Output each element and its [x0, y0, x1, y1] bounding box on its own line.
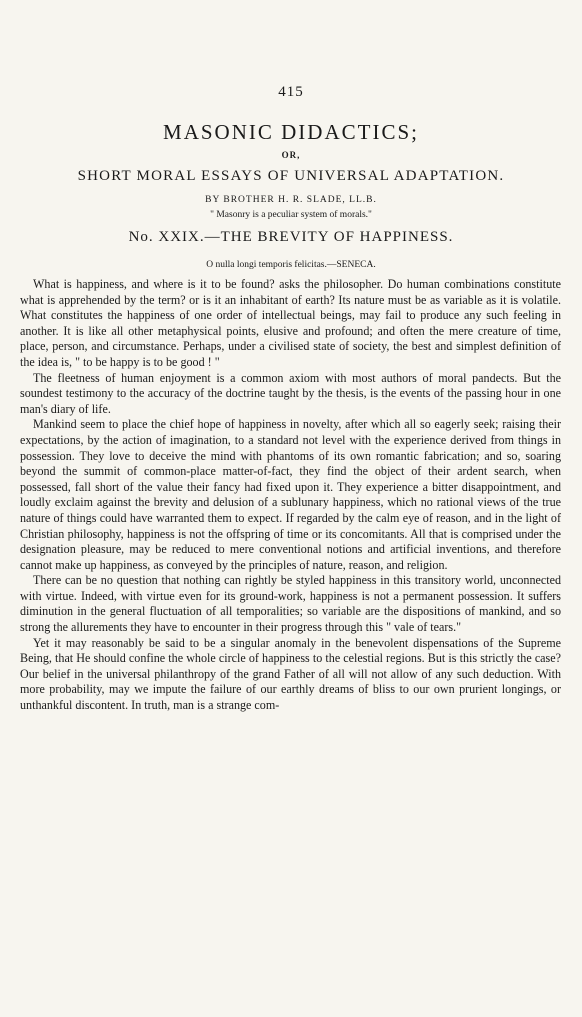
page-number: 415 — [278, 84, 304, 100]
series-motto: " Masonry is a peculiar system of morals." — [210, 210, 372, 220]
paragraph: The fleetness of human enjoyment is a common axiom with most authors of moral pandects. But the soundest testimony to the accuracy of the doctrine taught by the thesis, is the events of the passing hour in one man's diary of life. — [20, 370, 561, 416]
essay-body — [20, 277, 561, 714]
author-byline: BY BROTHER H. R. SLADE, LL.B. — [205, 195, 377, 205]
title-conjunction: OR, — [281, 150, 301, 160]
paragraph: Mankind seem to place the chief hope of happiness in novelty, after which all so eagerly seek; raising their expectations, by the action of imagination, to a standard not level with the experience derived from things in possession. They love to deceive the mind with phantoms of its own romantic fabrication; and so, soaring beyond the summit of common-place matter-of-fact, they find the object of their ardent search, when possessed, fall short of the value their fancy had fixed upon it. They experience a bitter disappointment, and loudly exclaim against the brevity and delusion of a sublunary happiness, which no rational views of the true nature of things could have warranted them to expect. If regarded by the calm eye of reason, and in the light of Christian philosophy, happiness is not the offspring of time or its concomitants. All that is comprised under the designation pleasure, may be reduced to mere conventional notions and artificial inventions, and therefore cannot make up happiness, as conveyed by the principles of nature, reason, and religion. — [20, 417, 561, 572]
essay-epigraph: O nulla longi temporis felicitas.—SENECA. — [206, 260, 376, 270]
paragraph: Yet it may reasonably be said to be a singular anomaly in the benevolent dispensations of the Supreme Being, that He should confine the whole circle of happiness to the celestial regions. But is this strictly the case? Our belief in the universal philanthropy of the grand Father of all will not allow of any such deduction. With more probability, may we impute the failure of our earthly dreams of bliss to our own prurient longings, or unthankful discontent. In truth, man is a strange com- — [20, 635, 561, 713]
essay-title: No. XXIX.—THE BREVITY OF HAPPINESS. — [128, 229, 454, 245]
series-subtitle: SHORT MORAL ESSAYS OF UNIVERSAL ADAPTATION. — [77, 168, 505, 184]
paragraph: There can be no question that nothing can rightly be styled happiness in this transitory world, unconnected with virtue. Indeed, with virtue even for its ground-work, happiness is not a permanent possession. It suffers diminution in the general fluctuation of all temporalities; so variable are the dispositions of mankind, and so strong the allurements they have to encounter in their progress through this " vale of tears." — [20, 573, 561, 635]
series-title: MASONIC DIDACTICS; — [163, 120, 419, 144]
paragraph: What is happiness, and where is it to be found? asks the philosopher. Do human combinations constitute what is apprehended by the term? or is it an inhabitant of earth? Its nature must be as variable as it is volatile. What constitutes the happiness of one order of intellectual beings, may fail to produce any such feeling in another. It is like all other metaphysical points, elusive and profound; and often the mere creature of time, place, person, and circumstance. Perhaps, under a civilised state of society, the best and simplest definition of the idea is, " to be happy is to be good ! " — [20, 277, 561, 369]
